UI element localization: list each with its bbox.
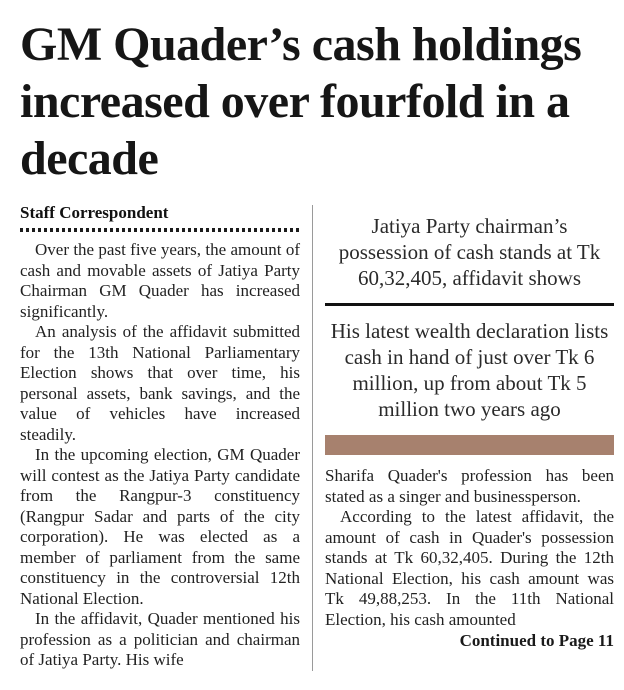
article-headline: GM Quader’s cash holdings increased over fourfold in a decade (20, 18, 582, 185)
pull-quote-wealth-declaration: His latest wealth declaration lists cash in hand of just over Tk 6 million, up from about Tk 5 million two years ago (330, 319, 609, 421)
byline: Staff Correspondent (20, 203, 169, 222)
brown-accent-bar (325, 435, 614, 455)
left-column-body (20, 240, 300, 671)
continuation-notice: Continued to Page 11 (459, 631, 614, 650)
pull-quote-separator-rule (325, 303, 614, 306)
article-paragraph: Sharifa Quader's profession has been stated as a singer and businessperson. (325, 466, 614, 506)
column-divider-rule (312, 205, 313, 671)
pull-quote-cash-possession: Jatiya Party chairman’s possession of cash stands at Tk 60,32,405, affidavit shows (338, 214, 601, 290)
byline-dotted-rule (20, 228, 300, 232)
article-paragraph: In the upcoming election, GM Quader will contest as the Jatiya Party candidate from the Rangpur-3 constituency (Rangpur Sadar and parts of the city corporation). He was elected as a member of parliament from the same constituency in the controversial 12th National Election. (20, 445, 300, 608)
article-paragraph: An analysis of the affidavit submitted for the 13th National Parliamentary Election shows that over time, his personal assets, bank savings, and the value of vehicles have increased steadily. (20, 322, 300, 444)
right-column (325, 201, 616, 690)
left-column (20, 201, 300, 690)
right-column-body (325, 466, 614, 630)
article-columns (20, 201, 616, 690)
article-paragraph: Over the past five years, the amount of cash and movable assets of Jatiya Party Chairman GM Quader has increased significantly. (20, 240, 300, 321)
article-paragraph: In the affidavit, Quader mentioned his profession as a politician and chairman of Jatiya Party. His wife (20, 609, 300, 669)
article-paragraph: According to the latest affidavit, the amount of cash in Quader's possession stands at Tk 60,32,405. During the 12th National Election, his cash amount was Tk 49,88,253. In the 11th National Election, his cash amounted (325, 507, 614, 629)
